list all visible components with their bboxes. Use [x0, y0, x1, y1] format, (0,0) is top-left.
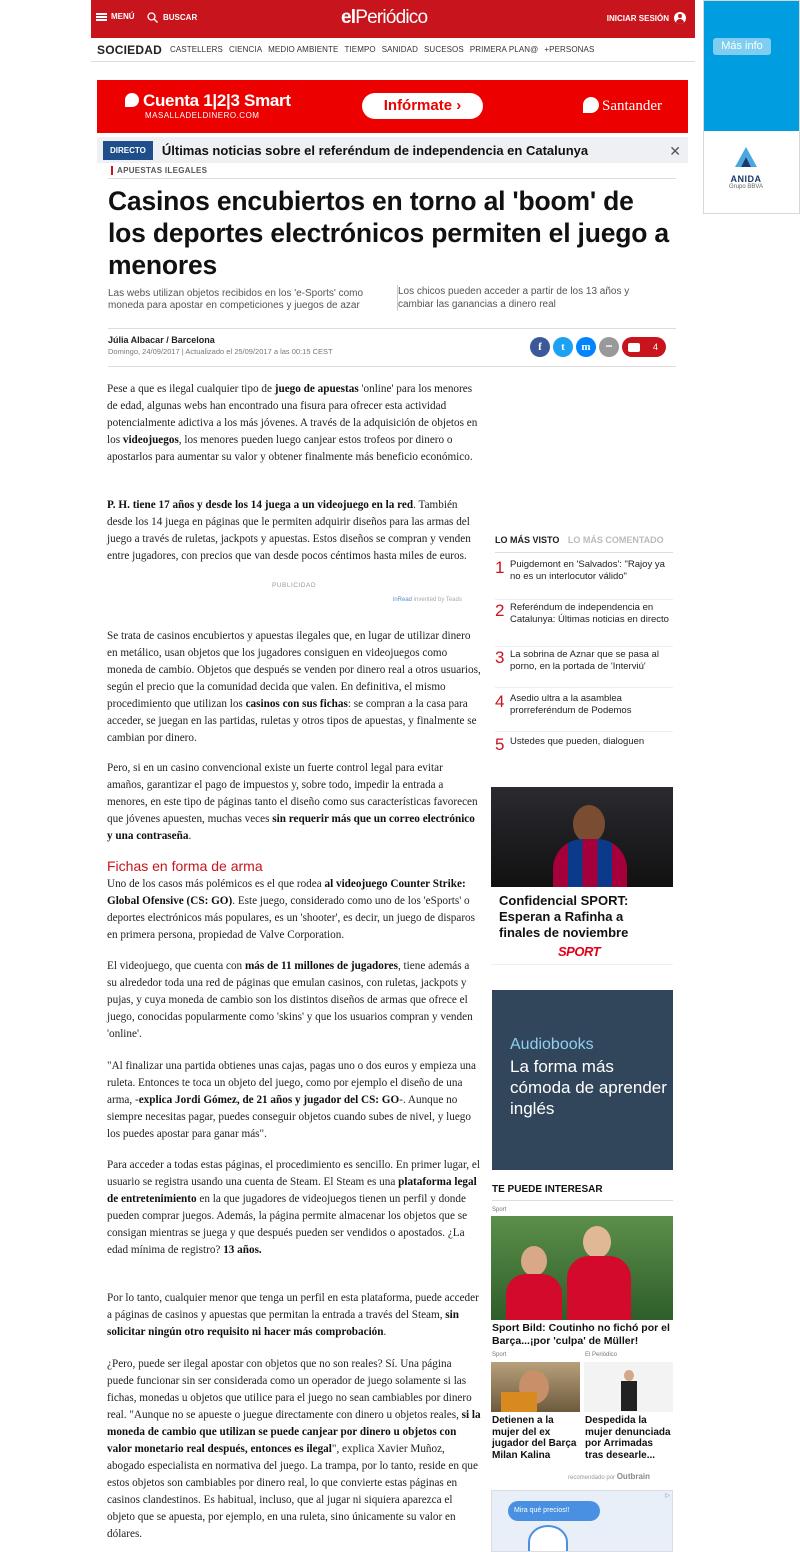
tab-most-commented[interactable]: LO MÁS COMENTADO	[567, 535, 664, 545]
audiobooks-ad[interactable]	[492, 990, 673, 1170]
santander-banner[interactable]	[97, 80, 688, 133]
live-tag: DIRECTO	[103, 141, 153, 160]
santander-flame-icon	[583, 97, 599, 113]
recommended-caption[interactable]: Despedida la mujer denunciada por Arrimadas tras desearle...	[585, 1415, 671, 1461]
most-read-link[interactable]: Referéndum de independencia en Catalunya: Últimas noticias en directo	[510, 602, 669, 625]
recommended-caption[interactable]: Sport Bild: Coutinho no fichó por el Barça...¡por 'culpa' de Müller!	[492, 1322, 670, 1347]
logo-rest: Periódico	[355, 7, 428, 28]
inread-brand: inRead	[393, 597, 413, 603]
audiobooks-title: Audiobooks	[510, 1036, 594, 1053]
menu-label: MENÚ	[111, 12, 135, 21]
user-icon	[674, 12, 686, 24]
adchoices-icon[interactable]: ▷	[665, 1493, 670, 1499]
article-subtitle-2	[397, 285, 659, 311]
paragraph: Para acceder a todas estas páginas, el procedimiento es sencillo. En primer lugar, el usuario se registra usando una cuenta de Steam. El Steam es una plataforma legal de entretenimiento en la que jugadores de videojuegos tienen un perfil y donde pueden comprar juegos. Además, la página permite almacenar los objetos que se consigan mientras se juega y que después pueden ser vendidos o apostados. ¿La edad mínima de registro? 13 años.	[107, 1159, 480, 1256]
article-subheading: Fichas en forma de arma	[107, 858, 263, 874]
recommended-image[interactable]	[491, 1362, 580, 1412]
share-buttons	[530, 337, 666, 357]
most-read-tabs	[495, 535, 673, 553]
anida-logo	[726, 147, 766, 190]
search-label: BUSCAR	[163, 13, 198, 22]
recommended-source: Sport	[492, 1207, 507, 1213]
bottom-ad[interactable]	[491, 1490, 673, 1552]
most-read-link[interactable]: Puigdemont en 'Salvados': "Rajoy ya no es un interlocutor válido"	[510, 559, 665, 582]
inread-by: invented by Teads	[413, 597, 462, 603]
recommended-caption[interactable]: Detienen a la mujer del ex jugador del Barça Milan Kalina	[492, 1415, 577, 1461]
subtitle-2-text: Los chicos pueden acceder a partir de los 13 años y cambiar las ganancias a dinero real	[398, 286, 630, 310]
audiobooks-slogan: La forma más cómoda de aprender inglés	[510, 1057, 667, 1118]
recommended-image[interactable]	[491, 1216, 673, 1320]
inread-label	[393, 597, 462, 603]
sport-logo: SPORT	[558, 944, 601, 959]
nav-item-sanidad[interactable]: SANIDAD	[381, 45, 418, 54]
rank-number: 5	[495, 735, 505, 754]
advertising-label: PUBLICIDAD	[272, 582, 317, 589]
nav-item-medio-ambiente[interactable]: MEDIO AMBIENTE	[268, 45, 339, 54]
rank-number: 4	[495, 692, 505, 711]
tab-most-viewed[interactable]: LO MÁS VISTO	[495, 535, 560, 545]
recommended-by: recomendado por	[568, 1475, 616, 1481]
close-icon[interactable]: ✕	[669, 143, 681, 159]
most-read-item[interactable]	[495, 648, 673, 688]
section-nav	[91, 38, 695, 62]
banner-cta-button[interactable]: Infórmate ›	[362, 93, 483, 119]
nav-item-ciencia[interactable]: CIENCIA	[228, 45, 263, 54]
most-read-link[interactable]: Asedio ultra a la asamblea prorreferéndum de Podemos	[510, 693, 632, 716]
mas-info-button[interactable]: Más info	[713, 38, 771, 55]
more-share-button[interactable]: •••	[599, 337, 619, 357]
paragraph: Pese a que es ilegal cualquier tipo de juego de apuestas 'online' para los menores de edad, algunas webs han encontrado una fisura para ofrecer esta actividad potencialmente adictiva a los más jóvenes. A través de la adquisición de objetos en los videojuegos, los menores pueden luego canjear estos trofeos por dinero o apostarlos para aumentar su valor y obtener finalmente más beneficio económico.	[107, 383, 478, 463]
bottom-ad-pill: Mira qué precios!!	[508, 1501, 600, 1521]
article-author: Júlia Albacar / Barcelona	[108, 335, 215, 345]
bottom-ad-graphic	[528, 1525, 568, 1552]
recommended-image[interactable]	[584, 1362, 673, 1412]
live-news-text[interactable]: Últimas noticias sobre el referéndum de independencia en Catalunya	[161, 142, 589, 158]
site-logo[interactable]	[341, 7, 427, 29]
messenger-share-button[interactable]: m	[576, 337, 596, 357]
side-ad[interactable]	[703, 0, 800, 214]
sport-promo-image	[491, 787, 673, 887]
menu-button[interactable]	[96, 12, 135, 21]
top-bar	[91, 0, 695, 38]
comments-button[interactable]	[622, 337, 666, 357]
search-icon	[147, 12, 158, 23]
most-read-item[interactable]	[495, 558, 673, 600]
article-dates: Domingo, 24/09/2017 | Actualizado el 25/09/2017 a las 00:15 CEST	[108, 347, 333, 356]
paragraph: Se trata de casinos encubiertos y apuestas ilegales que, en lugar de utilizar dinero en metálico, usan objetos que los jugadores consiguen en videojuegos como moneda de cambio. Objetos que después se venden por dinero real a otros usuarios, según el precio que la comunidad decida que valen. En definitiva, el mismo procedimiento que utilizan los casinos con sus fichas: se compran a la casa para acceder, se juegan en las partidas, ruletas y otros tipos de apuestas, y finalmente se cambian por dinero.	[107, 630, 481, 744]
rank-number: 3	[495, 648, 505, 667]
banner-brand: Santander	[602, 98, 662, 114]
divider	[108, 366, 676, 367]
search-button[interactable]	[147, 12, 197, 23]
paragraph: Pero, si en un casino convencional existe un fuerte control legal para evitar amaños, garantizar el pago de impuestos y, sobre todo, impedir la entrada a menores, en este tipo de páginas tanto el diseño como sus características favorecen que jóvenes apuesten, muchas veces sin requerir más que un correo electrónico y una contraseña.	[107, 762, 478, 842]
side-ad-blue-panel	[704, 1, 799, 131]
outbrain-logo: Outbrain	[616, 1472, 651, 1481]
paragraph: "Al finalizar una partida obtienes unas cajas, pagas uno o dos euros y empieza una ruleta. Entonces te toca un objeto del juego, como por ejemplo el diseño de una arma, -explica Jordi Gómez, de 21 años y jugador del CS: GO-. Aunque no siempre necesitas pagar, puedes conseguir objetos cuando subes de nivel, y luego los puedes apostar para ganar más".	[107, 1060, 476, 1140]
outbrain-credit[interactable]	[568, 1472, 650, 1481]
nav-item-primera-plana[interactable]: PRIMERA PLAN@	[469, 45, 539, 54]
article-subtitle-1: Las webs utilizan objetos recibidos en los 'e-Sports' como moneda para apostar en competiciones y juegos de azar	[108, 288, 364, 311]
hamburger-icon	[96, 13, 107, 21]
most-read-link[interactable]: La sobrina de Aznar que se pasa al porno, en la portada de 'Interviú'	[510, 649, 659, 672]
login-button[interactable]	[607, 12, 686, 24]
sport-promo[interactable]	[491, 787, 673, 965]
recommended-source: Sport	[492, 1352, 507, 1358]
nav-item-personas[interactable]: +PERSONAS	[544, 45, 595, 54]
divider	[108, 328, 676, 329]
nav-item-sucesos[interactable]: SUCESOS	[424, 45, 464, 54]
most-read-item[interactable]	[495, 601, 673, 647]
recommended-source: El Periódico	[585, 1352, 618, 1358]
most-read-link[interactable]: Ustedes que pueden, dialoguen	[510, 736, 645, 747]
banner-title-text: Cuenta 1|2|3 Smart	[143, 91, 291, 110]
paragraph: ¿Pero, puede ser ilegal apostar con objetos que no son reales? Sí. Una página puede funcionar sin ser considerada como un operador de juego solamente si las fichas, monedas u objetos que utilice para el juego no sean cambiables por dinero real. "Aunque no se apueste o juegue directamente con dinero u objetos reales, si la moneda de cambio que utilizan se puede canjear por dinero u objetos con valor monetario real después, entonces es ilegal", explica Xavier Muñoz, abogado especialista en normativa del juego. La trampa, por lo tanto, reside en que estos objetos son cambiables por dinero real, lo que convierte estas páginas en casinos clandestinos. Es habitual, incluso, que al jugar ni siquiera aparezca el objeto que se apuesta, por ejemplo, en una ruleta, sino únicamente su valor en dólares.	[107, 1358, 481, 1540]
anida-icon	[735, 147, 757, 167]
login-label: INICIAR SESIÓN	[606, 13, 669, 23]
logo-bold: el	[341, 7, 356, 28]
sport-promo-text[interactable]: Confidencial SPORT: Esperan a Rafinha a finales de noviembre	[499, 893, 629, 940]
category-label[interactable]: APUESTAS ILEGALES	[111, 166, 207, 175]
comment-icon	[628, 343, 640, 352]
facebook-share-button[interactable]: f	[530, 337, 550, 357]
comment-count: 4	[652, 342, 658, 352]
recommended-title: TE PUEDE INTERESAR	[492, 1184, 673, 1201]
most-read-item[interactable]	[495, 735, 673, 761]
nav-item-castellers[interactable]: CASTELLERS	[169, 45, 223, 54]
flame-icon	[125, 93, 139, 107]
twitter-share-button[interactable]: t	[553, 337, 573, 357]
paragraph: Por lo tanto, cualquier menor que tenga un perfil en esta plataforma, puede acceder a páginas de casinos y apuestas que permitan la entrada a través del Steam, sin solicitar ningún otro requisito ni hacer más comprobación.	[107, 1292, 479, 1338]
anida-sub: Grupo BBVA	[729, 184, 763, 190]
section-title[interactable]: SOCIEDAD	[97, 42, 162, 57]
banner-title	[125, 91, 291, 111]
most-read-item[interactable]	[495, 692, 673, 732]
article-headline: Casinos encubiertos en torno al 'boom' de los deportes electrónicos permiten el juego a menores	[108, 186, 669, 280]
nav-item-tiempo[interactable]: TIEMPO	[344, 45, 376, 54]
banner-subtitle: MASALLADELDINERO.COM	[145, 111, 260, 120]
paragraph: P. H. tiene 17 años y desde los 14 juega a un videojuego en la red. También desde los 14 juega en páginas que le permiten adquirir diseños para las armas del juego a través de ruletas, jackpots y apuestas. Estos diseños se compran y venden entre jugadores, con precios que van desde pocos céntimos hasta miles de euros.	[107, 499, 471, 562]
live-news-bar[interactable]	[97, 137, 688, 163]
anida-name: ANIDA	[730, 174, 762, 184]
paragraph: El videojuego, que cuenta con más de 11 millones de jugadores, tiene además a su alrededor toda una red de páginas que emulan casinos, con ruletas, jackpots y pujas, y cuya moneda de cambio son los distintos diseños de armas que ofrece el juego, conocidas popularmente como 'skins' y que los usuarios compran y venden 'online'.	[107, 960, 473, 1040]
category-bar	[108, 166, 676, 179]
paragraph: Uno de los casos más polémicos es el que rodea al videojuego Counter Strike: Global Ofensive (CS: GO). Este juego, considerado como uno de los 'eSports' o deportes electrónicos más populares, es un 'shooter', es decir, un juego de disparos en primera persona, propiedad de Valve Corporation.	[107, 878, 476, 941]
rank-number: 1	[495, 558, 505, 577]
rank-number: 2	[495, 601, 505, 620]
